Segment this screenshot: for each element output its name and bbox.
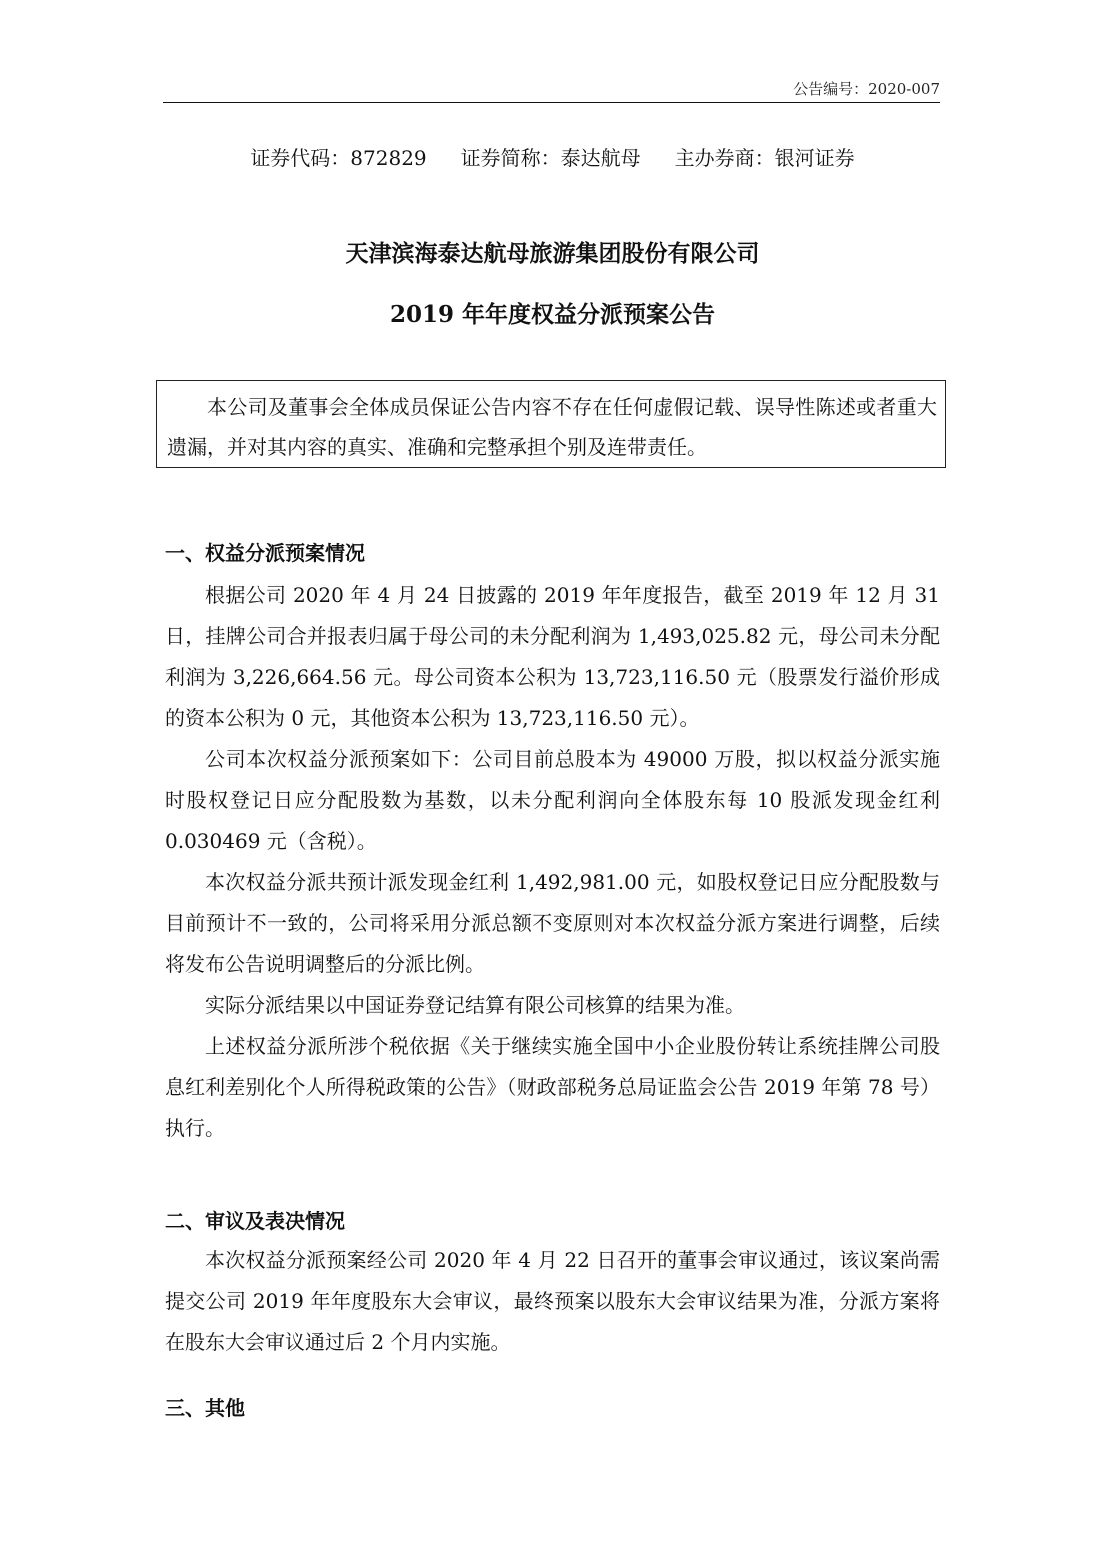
security-code: 证券代码：872829 bbox=[250, 146, 427, 170]
section-1-paragraph-4: 实际分派结果以中国证券登记结算有限公司核算的结果为准。 bbox=[205, 993, 745, 1017]
securities-info-line bbox=[0, 142, 1105, 171]
section-1-paragraph-5: 上述权益分派所涉个税依据《关于继续实施全国中小企业股份转让系统挂牌公司股息红利差别化个人所得税政策的公告》（财政部税务总局证监会公告 2019 年第 78 号）执行。 bbox=[165, 1034, 940, 1140]
section-1-paragraph-2: 公司本次权益分派预案如下：公司目前总股本为 49000 万股，拟以权益分派实施时股权登记日应分配股数为基数，以未分配利润向全体股东每 10 股派发现金红利 0.030469 元（含税）。 bbox=[165, 747, 940, 853]
announcement-number: 公告编号：2020-007 bbox=[793, 80, 940, 98]
responsibility-statement: 本公司及董事会全体成员保证公告内容不存在任何虚假记载、误导性陈述或者重大遗漏，并对其内容的真实、准确和完整承担个别及连带责任。 bbox=[167, 395, 937, 459]
section-1-paragraph-3: 本次权益分派共预计派发现金红利 1,492,981.00 元，如股权登记日应分配股数与目前预计不一致的，公司将采用分派总额不变原则对本次权益分派方案进行调整，后续将发布公告说明调整后的分派比例。 bbox=[165, 870, 940, 976]
security-sponsor: 主办券商：银河证券 bbox=[674, 146, 855, 170]
section-2-paragraph-1: 本次权益分派预案经公司 2020 年 4 月 22 日召开的董事会审议通过，该议案尚需提交公司 2019 年年度股东大会审议，最终预案以股东大会审议结果为准，分派方案将在股东大会审议通过后 2 个月内实施。 bbox=[165, 1248, 940, 1354]
section-heading-1: 一、权益分派预案情况 bbox=[165, 541, 365, 565]
section-heading-2: 二、审议及表决情况 bbox=[165, 1209, 345, 1233]
section-heading-3: 三、其他 bbox=[165, 1396, 245, 1420]
company-title: 天津滨海泰达航母旅游集团股份有限公司 bbox=[345, 240, 760, 267]
security-short-name: 证券简称：泰达航母 bbox=[460, 146, 641, 170]
section-1-body bbox=[165, 575, 940, 1149]
responsibility-statement-box bbox=[156, 380, 946, 468]
announcement-title: 2019 年年度权益分派预案公告 bbox=[389, 301, 716, 328]
section-1-paragraph-1: 根据公司 2020 年 4 月 24 日披露的 2019 年年度报告，截至 2019 年 12 月 31 日，挂牌公司合并报表归属于母公司的未分配利润为 1,493,025.82 元，母公司未分配利润为 3,226,664.56 元。母公司资本公积为 13,723,116.50 元（股票发行溢价形成的资本公积为 0 元，其他资本公积为 13,723,116.50 元）。 bbox=[165, 583, 940, 730]
header-rule bbox=[163, 102, 940, 103]
section-2-body bbox=[165, 1240, 940, 1363]
